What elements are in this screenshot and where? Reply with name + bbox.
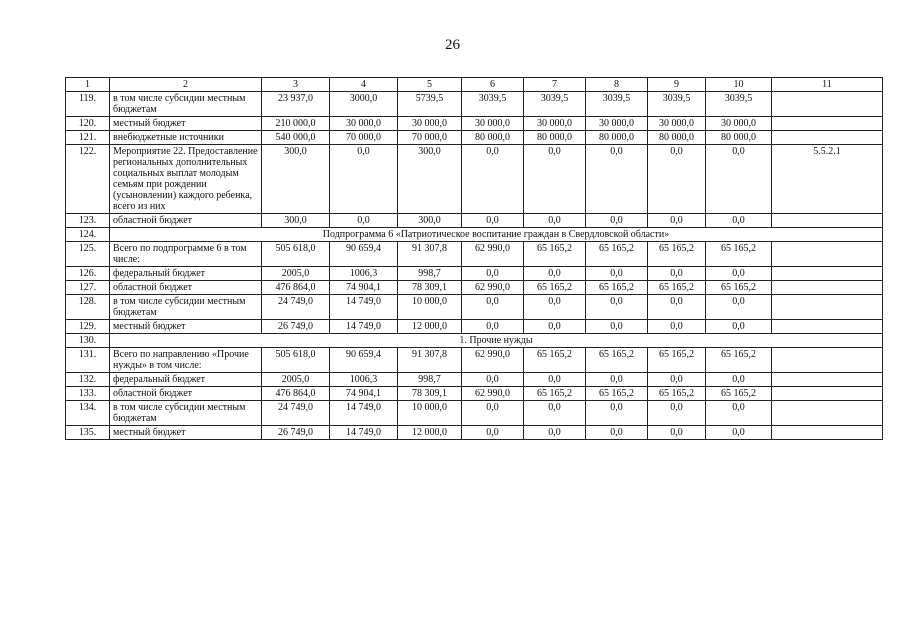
value-cell: 0,0	[706, 267, 772, 281]
value-cell: 0,0	[706, 145, 772, 214]
row-label: внебюджетные источники	[110, 131, 262, 145]
row-number: 132.	[66, 373, 110, 387]
row-number: 131.	[66, 348, 110, 373]
value-cell: 0,0	[462, 320, 524, 334]
table-row	[66, 426, 883, 440]
value-cell: 0,0	[524, 401, 586, 426]
row-number: 121.	[66, 131, 110, 145]
value-cell: 0,0	[330, 145, 398, 214]
row-label: местный бюджет	[110, 426, 262, 440]
target-code	[772, 373, 883, 387]
value-cell: 0,0	[462, 373, 524, 387]
value-cell: 12 000,0	[398, 320, 462, 334]
target-code: 5.5.2.1	[772, 145, 883, 214]
value-cell: 70 000,0	[330, 131, 398, 145]
value-cell: 0,0	[648, 267, 706, 281]
value-cell: 0,0	[586, 373, 648, 387]
value-cell: 78 309,1	[398, 387, 462, 401]
value-cell: 65 165,2	[524, 348, 586, 373]
value-cell: 65 165,2	[586, 281, 648, 295]
value-cell: 998,7	[398, 267, 462, 281]
table-row	[66, 373, 883, 387]
column-header: 6	[462, 78, 524, 92]
column-header: 10	[706, 78, 772, 92]
row-label: местный бюджет	[110, 320, 262, 334]
row-number: 128.	[66, 295, 110, 320]
value-cell: 0,0	[648, 145, 706, 214]
value-cell: 14 749,0	[330, 426, 398, 440]
column-header: 5	[398, 78, 462, 92]
row-label: федеральный бюджет	[110, 373, 262, 387]
value-cell: 30 000,0	[586, 117, 648, 131]
table-row	[66, 131, 883, 145]
value-cell: 2005,0	[262, 267, 330, 281]
value-cell: 70 000,0	[398, 131, 462, 145]
value-cell: 300,0	[262, 145, 330, 214]
value-cell: 300,0	[398, 214, 462, 228]
value-cell: 65 165,2	[706, 281, 772, 295]
value-cell: 0,0	[648, 320, 706, 334]
value-cell: 30 000,0	[524, 117, 586, 131]
value-cell: 65 165,2	[586, 348, 648, 373]
value-cell: 14 749,0	[330, 320, 398, 334]
value-cell: 80 000,0	[524, 131, 586, 145]
value-cell: 300,0	[398, 145, 462, 214]
value-cell: 0,0	[586, 214, 648, 228]
table-row	[66, 281, 883, 295]
target-code	[772, 92, 883, 117]
value-cell: 0,0	[648, 426, 706, 440]
value-cell: 65 165,2	[524, 242, 586, 267]
value-cell: 5739,5	[398, 92, 462, 117]
value-cell: 0,0	[586, 320, 648, 334]
row-number: 130.	[66, 334, 110, 348]
target-code	[772, 401, 883, 426]
value-cell: 24 749,0	[262, 401, 330, 426]
column-header: 4	[330, 78, 398, 92]
target-code	[772, 267, 883, 281]
page-number: 26	[445, 37, 460, 53]
value-cell: 26 749,0	[262, 320, 330, 334]
value-cell: 65 165,2	[586, 387, 648, 401]
value-cell: 78 309,1	[398, 281, 462, 295]
target-code	[772, 426, 883, 440]
row-label: областной бюджет	[110, 387, 262, 401]
column-header: 2	[110, 78, 262, 92]
value-cell: 0,0	[586, 267, 648, 281]
value-cell: 65 165,2	[524, 281, 586, 295]
row-number: 119.	[66, 92, 110, 117]
row-number: 125.	[66, 242, 110, 267]
value-cell: 90 659,4	[330, 348, 398, 373]
value-cell: 0,0	[524, 145, 586, 214]
value-cell: 80 000,0	[462, 131, 524, 145]
value-cell: 0,0	[706, 214, 772, 228]
value-cell: 0,0	[462, 295, 524, 320]
value-cell: 476 864,0	[262, 387, 330, 401]
table-row	[66, 387, 883, 401]
value-cell: 3000,0	[330, 92, 398, 117]
value-cell: 2005,0	[262, 373, 330, 387]
value-cell: 91 307,8	[398, 348, 462, 373]
target-code	[772, 131, 883, 145]
value-cell: 0,0	[524, 295, 586, 320]
value-cell: 24 749,0	[262, 295, 330, 320]
target-code	[772, 214, 883, 228]
value-cell: 30 000,0	[462, 117, 524, 131]
target-code	[772, 117, 883, 131]
value-cell: 74 904,1	[330, 281, 398, 295]
table-row	[66, 320, 883, 334]
value-cell: 0,0	[706, 401, 772, 426]
value-cell: 65 165,2	[524, 387, 586, 401]
table-row	[66, 295, 883, 320]
row-number: 133.	[66, 387, 110, 401]
table-row	[66, 228, 883, 242]
row-label: в том числе субсидии местным бюджетам	[110, 92, 262, 117]
value-cell: 62 990,0	[462, 387, 524, 401]
value-cell: 0,0	[648, 401, 706, 426]
table-row	[66, 92, 883, 117]
value-cell: 0,0	[462, 145, 524, 214]
value-cell: 14 749,0	[330, 401, 398, 426]
row-label: в том числе субсидии местным бюджетам	[110, 401, 262, 426]
value-cell: 0,0	[648, 214, 706, 228]
value-cell: 210 000,0	[262, 117, 330, 131]
value-cell: 3039,5	[586, 92, 648, 117]
target-code	[772, 387, 883, 401]
value-cell: 0,0	[706, 320, 772, 334]
table-row	[66, 214, 883, 228]
value-cell: 30 000,0	[648, 117, 706, 131]
row-number: 120.	[66, 117, 110, 131]
value-cell: 0,0	[586, 426, 648, 440]
column-header: 1	[66, 78, 110, 92]
value-cell: 80 000,0	[648, 131, 706, 145]
value-cell: 0,0	[648, 295, 706, 320]
value-cell: 3039,5	[706, 92, 772, 117]
value-cell: 300,0	[262, 214, 330, 228]
value-cell: 0,0	[706, 373, 772, 387]
value-cell: 3039,5	[648, 92, 706, 117]
value-cell: 74 904,1	[330, 387, 398, 401]
value-cell: 0,0	[586, 401, 648, 426]
value-cell: 476 864,0	[262, 281, 330, 295]
value-cell: 1006,3	[330, 267, 398, 281]
table-row	[66, 348, 883, 373]
target-code	[772, 348, 883, 373]
value-cell: 65 165,2	[706, 348, 772, 373]
row-label: областной бюджет	[110, 281, 262, 295]
value-cell: 26 749,0	[262, 426, 330, 440]
value-cell: 30 000,0	[398, 117, 462, 131]
row-number: 129.	[66, 320, 110, 334]
table-row	[66, 242, 883, 267]
column-header: 3	[262, 78, 330, 92]
section-heading: Подпрограмма 6 «Патриотическое воспитание граждан в Свердловской области»	[110, 228, 883, 242]
value-cell: 90 659,4	[330, 242, 398, 267]
row-number: 124.	[66, 228, 110, 242]
value-cell: 62 990,0	[462, 348, 524, 373]
value-cell: 998,7	[398, 373, 462, 387]
column-header: 7	[524, 78, 586, 92]
table-row	[66, 401, 883, 426]
budget-table	[65, 77, 883, 440]
value-cell: 505 618,0	[262, 242, 330, 267]
value-cell: 540 000,0	[262, 131, 330, 145]
value-cell: 10 000,0	[398, 295, 462, 320]
table-row	[66, 117, 883, 131]
row-label: Всего по направлению «Прочие нужды» в том числе:	[110, 348, 262, 373]
value-cell: 0,0	[586, 145, 648, 214]
value-cell: 65 165,2	[648, 348, 706, 373]
value-cell: 3039,5	[524, 92, 586, 117]
row-number: 126.	[66, 267, 110, 281]
value-cell: 30 000,0	[330, 117, 398, 131]
value-cell: 65 165,2	[706, 387, 772, 401]
value-cell: 62 990,0	[462, 281, 524, 295]
value-cell: 3039,5	[462, 92, 524, 117]
table-row	[66, 267, 883, 281]
value-cell: 1006,3	[330, 373, 398, 387]
value-cell: 0,0	[462, 214, 524, 228]
value-cell: 65 165,2	[706, 242, 772, 267]
value-cell: 80 000,0	[586, 131, 648, 145]
column-header: 9	[648, 78, 706, 92]
value-cell: 0,0	[462, 267, 524, 281]
value-cell: 0,0	[524, 373, 586, 387]
row-label: Всего по подпрограмме 6 в том числе:	[110, 242, 262, 267]
value-cell: 505 618,0	[262, 348, 330, 373]
row-label: Мероприятие 22. Предоставление региональных дополнительных социальных выплат молодым семьям при рождении (усыновлении) каждого ребенка, всего из них	[110, 145, 262, 214]
value-cell: 80 000,0	[706, 131, 772, 145]
value-cell: 0,0	[330, 214, 398, 228]
row-number: 123.	[66, 214, 110, 228]
column-header: 8	[586, 78, 648, 92]
value-cell: 0,0	[462, 401, 524, 426]
value-cell: 10 000,0	[398, 401, 462, 426]
value-cell: 62 990,0	[462, 242, 524, 267]
value-cell: 0,0	[524, 214, 586, 228]
table-body	[66, 78, 883, 440]
value-cell: 0,0	[706, 295, 772, 320]
target-code	[772, 295, 883, 320]
row-label: областной бюджет	[110, 214, 262, 228]
value-cell: 0,0	[524, 320, 586, 334]
target-code	[772, 281, 883, 295]
row-number: 127.	[66, 281, 110, 295]
row-label: федеральный бюджет	[110, 267, 262, 281]
value-cell: 30 000,0	[706, 117, 772, 131]
value-cell: 0,0	[648, 373, 706, 387]
value-cell: 0,0	[706, 426, 772, 440]
value-cell: 14 749,0	[330, 295, 398, 320]
value-cell: 0,0	[524, 426, 586, 440]
row-number: 122.	[66, 145, 110, 214]
value-cell: 0,0	[462, 426, 524, 440]
target-code	[772, 242, 883, 267]
row-label: в том числе субсидии местным бюджетам	[110, 295, 262, 320]
value-cell: 65 165,2	[648, 281, 706, 295]
row-number: 134.	[66, 401, 110, 426]
target-code	[772, 320, 883, 334]
value-cell: 12 000,0	[398, 426, 462, 440]
row-label: местный бюджет	[110, 117, 262, 131]
table-header-row	[66, 78, 883, 92]
value-cell: 23 937,0	[262, 92, 330, 117]
value-cell: 0,0	[524, 267, 586, 281]
table-row	[66, 334, 883, 348]
value-cell: 65 165,2	[648, 242, 706, 267]
value-cell: 0,0	[586, 295, 648, 320]
row-number: 135.	[66, 426, 110, 440]
table-row	[66, 145, 883, 214]
value-cell: 65 165,2	[648, 387, 706, 401]
column-header: 11	[772, 78, 883, 92]
section-heading: 1. Прочие нужды	[110, 334, 883, 348]
value-cell: 91 307,8	[398, 242, 462, 267]
value-cell: 65 165,2	[586, 242, 648, 267]
